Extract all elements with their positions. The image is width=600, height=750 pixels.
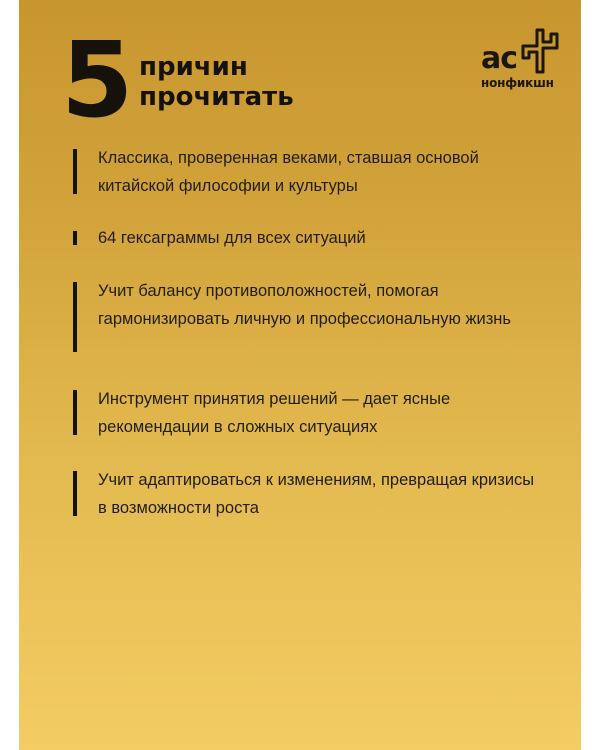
- logo-mark: ас: [481, 41, 518, 76]
- reasons-count: 5: [61, 19, 132, 141]
- reason-bar: [73, 282, 77, 352]
- reason-bar: [73, 231, 77, 245]
- reason-bar: [73, 390, 77, 435]
- reason-text: Учит балансу противоположностей, помогая гармонизировать личную и профессиональную жизнь: [98, 282, 511, 328]
- logo-subtitle: нонфикшн: [481, 76, 554, 90]
- headline-line-2: прочитать: [139, 82, 294, 112]
- reason-text: Классика, проверенная веками, ставшая основой китайской философии и культуры: [98, 149, 479, 195]
- reason-bar: [73, 471, 77, 516]
- promo-card: [19, 0, 581, 750]
- reason-text: Учит адаптироваться к изменениям, превращая кризисы в возможности роста: [98, 471, 535, 517]
- headline: [139, 52, 294, 112]
- reason-text: 64 гексаграммы для всех ситуаций: [98, 229, 366, 247]
- headline-line-1: причин: [139, 52, 248, 82]
- publisher-logo: [477, 22, 569, 94]
- reason-bar: [73, 149, 77, 194]
- reason-text: Инструмент принятия решений — дает ясные рекомендации в сложных ситуациях: [98, 390, 451, 436]
